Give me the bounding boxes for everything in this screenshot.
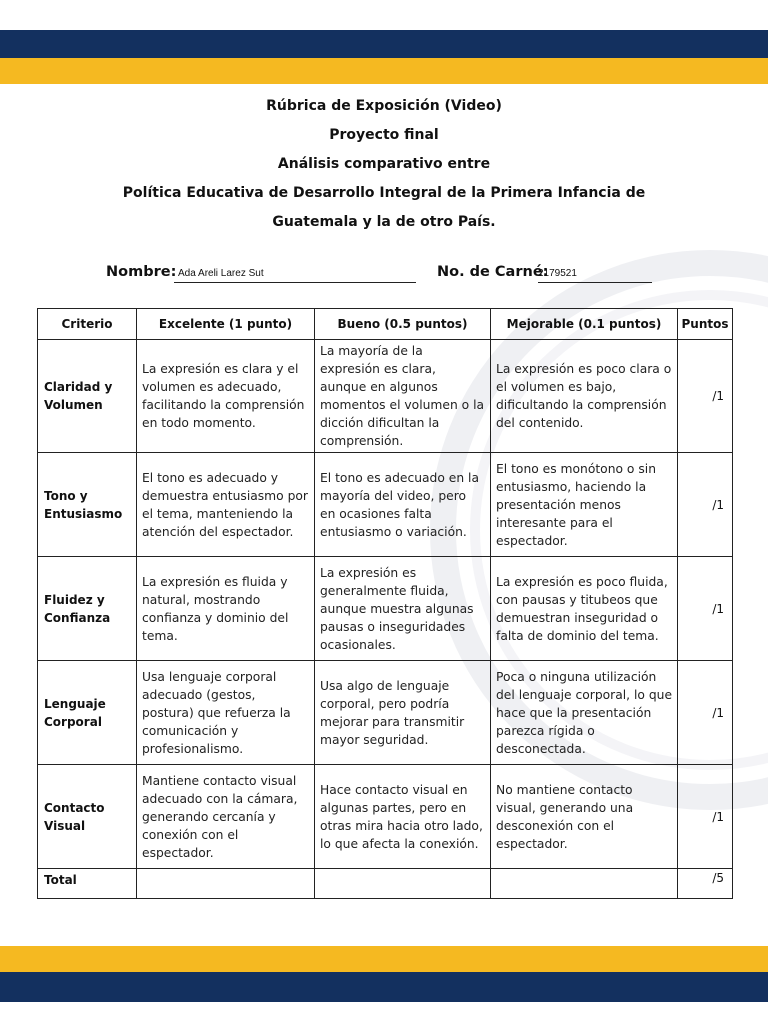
carne-field[interactable]: 2179521 (538, 268, 652, 283)
column-header: Excelente (1 punto) (137, 309, 315, 340)
subtitle-line: Análisis comparativo entre (277, 156, 491, 172)
mejorable-cell: El tono es monótono o sin entusiasmo, haciendo la presentación menos interesante para el espectador. (491, 453, 678, 557)
subtitle-line: Política Educativa de Desarrollo Integral de la Primera Infancia de (122, 185, 646, 201)
points-cell[interactable]: /1 (678, 340, 733, 453)
student-info-row (106, 264, 706, 284)
carne-label: No. de Carné: (437, 264, 549, 280)
total-label: Total (38, 869, 137, 899)
column-header: Mejorable (0.1 puntos) (491, 309, 678, 340)
excelente-cell: Mantiene contacto visual adecuado con la cámara, generando cercanía y conexión con el espectador. (137, 765, 315, 869)
points-cell[interactable]: /1 (678, 557, 733, 661)
points-cell[interactable]: /1 (678, 453, 733, 557)
column-header: Bueno (0.5 puntos) (315, 309, 491, 340)
mejorable-cell: La expresión es poco fluida, con pausas y titubeos que demuestran inseguridad o falta de dominio del tema. (491, 557, 678, 661)
excelente-cell: La expresión es fluida y natural, mostrando confianza y dominio del tema. (137, 557, 315, 661)
rubric-table (37, 308, 733, 899)
mejorable-cell: La expresión es poco clara o el volumen es bajo, dificultando la comprensión del contenido. (491, 340, 678, 453)
column-header: Criterio (38, 309, 137, 340)
table-row (38, 765, 733, 869)
empty-cell (491, 869, 678, 899)
mejorable-cell: No mantiene contacto visual, generando una desconexión con el espectador. (491, 765, 678, 869)
total-row (38, 869, 733, 899)
criterion-cell: Tono y Entusiasmo (38, 453, 137, 557)
excelente-cell: Usa lenguaje corporal adecuado (gestos, postura) que refuerza la comunicación y profesionalismo. (137, 661, 315, 765)
column-header: Puntos (678, 309, 733, 340)
criterion-cell: Lenguaje Corporal (38, 661, 137, 765)
points-cell[interactable]: /1 (678, 661, 733, 765)
criterion-cell: Claridad y Volumen (38, 340, 137, 453)
bottom-navy-band (0, 972, 768, 1002)
document-header (0, 92, 768, 237)
name-field[interactable]: Ada Areli Larez Sut (174, 268, 416, 283)
table-row (38, 661, 733, 765)
criterion-cell: Fluidez y Confianza (38, 557, 137, 661)
table-row (38, 340, 733, 453)
bottom-gold-band (0, 946, 768, 972)
bueno-cell: Usa algo de lenguaje corporal, pero podría mejorar para transmitir mayor seguridad. (315, 661, 491, 765)
table-header-row (38, 309, 733, 340)
excelente-cell: El tono es adecuado y demuestra entusiasmo por el tema, manteniendo la atención del espectador. (137, 453, 315, 557)
bueno-cell: El tono es adecuado en la mayoría del video, pero en ocasiones falta entusiasmo o variación. (315, 453, 491, 557)
criterion-cell: Contacto Visual (38, 765, 137, 869)
subtitle-line: Proyecto final (329, 127, 439, 143)
title-line: Rúbrica de Exposición (Video) (266, 98, 502, 114)
bueno-cell: La mayoría de la expresión es clara, aunque en algunos momentos el volumen o la dicción dificultan la comprensión. (315, 340, 491, 453)
bueno-cell: La expresión es generalmente fluida, aunque muestra algunas pausas o inseguridades ocasionales. (315, 557, 491, 661)
top-navy-band (0, 30, 768, 58)
empty-cell (137, 869, 315, 899)
total-points-cell[interactable]: /5 (678, 869, 733, 899)
bueno-cell: Hace contacto visual en algunas partes, pero en otras mira hacia otro lado, lo que afecta la conexión. (315, 765, 491, 869)
excelente-cell: La expresión es clara y el volumen es adecuado, facilitando la comprensión en todo momento. (137, 340, 315, 453)
table-row (38, 453, 733, 557)
mejorable-cell: Poca o ninguna utilización del lenguaje corporal, lo que hace que la presentación parezca rígida o desconectada. (491, 661, 678, 765)
points-cell[interactable]: /1 (678, 765, 733, 869)
subtitle-line: Guatemala y la de otro País. (272, 214, 496, 230)
empty-cell (315, 869, 491, 899)
top-gold-band (0, 58, 768, 84)
name-label: Nombre: (106, 264, 177, 280)
table-row (38, 557, 733, 661)
